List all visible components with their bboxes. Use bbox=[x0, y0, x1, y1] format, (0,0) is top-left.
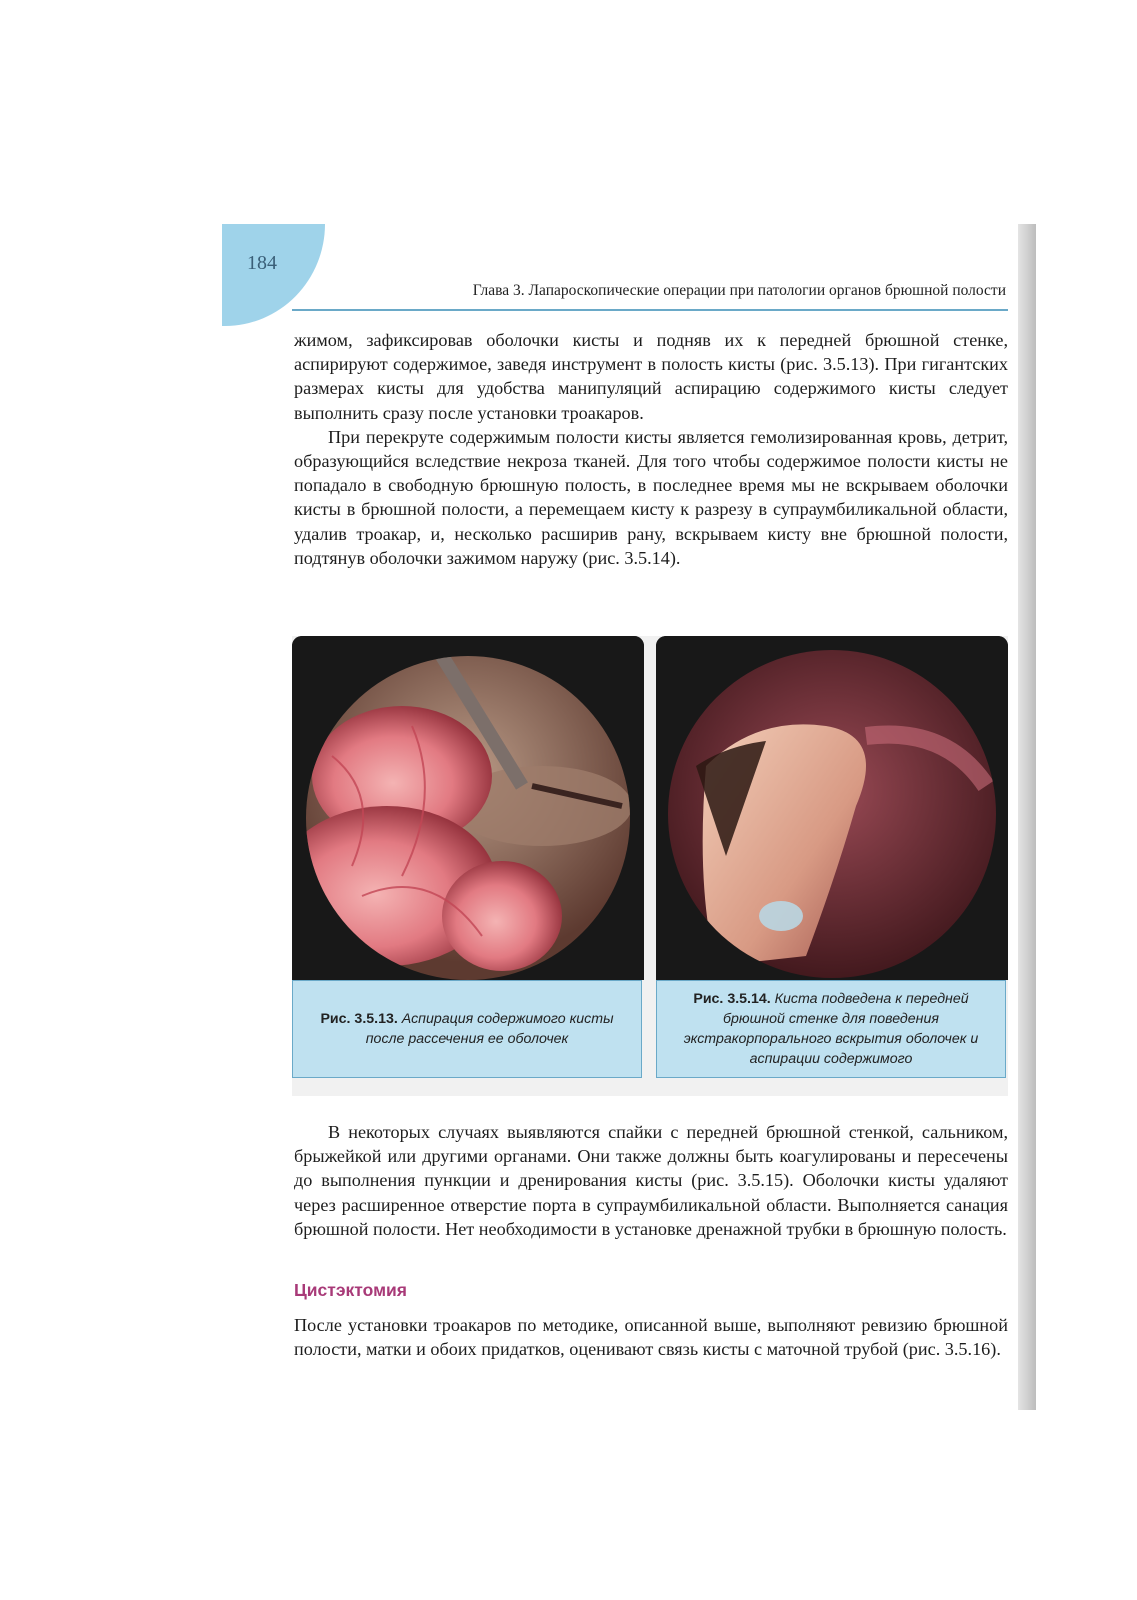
figure-caption bbox=[292, 980, 642, 1078]
figure-3-5-14 bbox=[656, 636, 1008, 1076]
endoscopic-photo-cyst bbox=[656, 636, 1008, 980]
figure-caption-text: Аспирация содержимого кисты после рассечения ее оболочек bbox=[365, 1011, 614, 1047]
paragraph-4: После установки троакаров по методике, описанной выше, выполняют ревизию брюшной полости, матки и обоих придатков, оценивают связь кисты с маточной трубой (рис. 3.5.16). bbox=[294, 1315, 1008, 1360]
figure-label: Рис. 3.5.13. bbox=[320, 1011, 398, 1027]
body-text-top bbox=[294, 328, 1008, 570]
page-edge-shadow bbox=[1018, 224, 1036, 1410]
running-head: Глава 3. Лапароскопические операции при патологии органов брюшной полости bbox=[472, 282, 1006, 299]
page-number: 184 bbox=[247, 252, 277, 274]
figure-label: Рис. 3.5.14. bbox=[693, 991, 771, 1007]
paragraph-2: При перекруте содержимым полости кисты является гемолизированная кровь, детрит, образующийся вследствие некроза тканей. Для того чтобы содержимое полости кисты не попадало в свободную брюшную полость, в последнее время мы не вскрываем оболочки кисты в брюшной полости, а перемещаем кисту к разрезу в супраумбиликальной области, удалив троакар, и, несколько расширив рану, вскрываем кисту вне брюшной полости, подтянув оболочки зажимом наружу (рис. 3.5.14). bbox=[294, 426, 1008, 568]
body-text-bottom bbox=[294, 1313, 1008, 1361]
section-heading: Цистэктомия bbox=[294, 1280, 407, 1300]
figure-caption-text: Киста подведена к передней брюшной стенке для поведения экстракорпорального вскрытия оболочек и аспирации содержимого bbox=[683, 991, 979, 1067]
body-text-middle bbox=[294, 1120, 1008, 1241]
paragraph-3: В некоторых случаях выявляются спайки с передней брюшной стенкой, сальником, брыжейкой или другими органами. Они также должны быть коагулированы и пересечены до выполнения пункции и дренирования кисты (рис. 3.5.15). Оболочки кисты удаляют через расширенное отверстие порта в супраумбиликальной области. Выполняется санация брюшной полости. Нет необходимости в установке дренажной трубки в брюшную полость. bbox=[294, 1122, 1008, 1239]
header-rule bbox=[292, 309, 1008, 311]
endoscopic-photo-aspiration bbox=[292, 636, 644, 980]
paragraph-1: жимом, зафиксировав оболочки кисты и подняв их к передней брюшной стенке, аспирируют содержимое, заведя инструмент в полость кисты (рис. 3.5.13). При гигантских размерах кисты для удобства манипуляций аспирацию содержимого кисты следует выполнить сразу после установки троакаров. bbox=[294, 330, 1008, 423]
figure-3-5-13 bbox=[292, 636, 644, 1076]
figure-caption bbox=[656, 980, 1006, 1078]
